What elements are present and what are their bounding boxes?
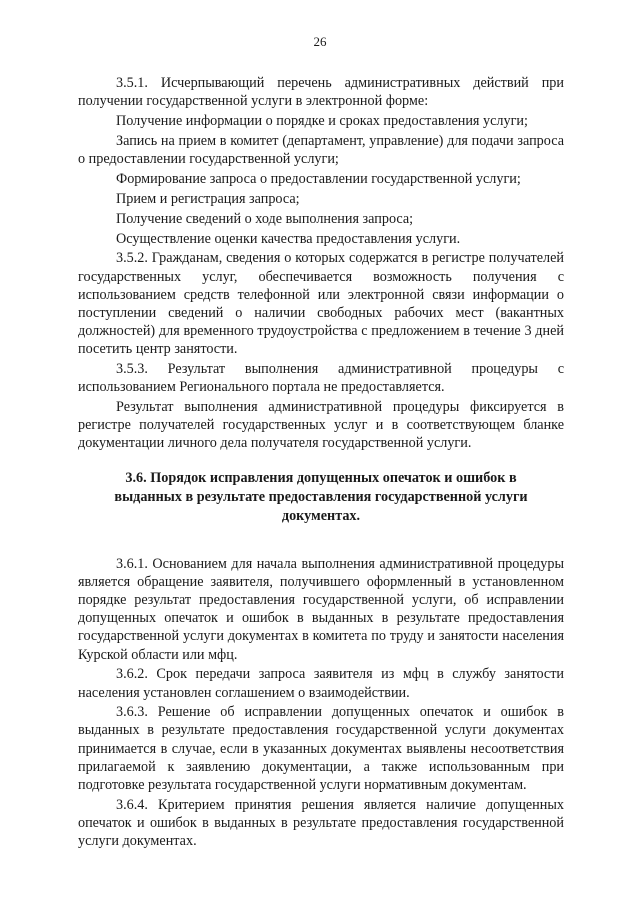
- list-item-request-forming: Формирование запроса о предоставлении государственной услуги;: [116, 170, 521, 187]
- paragraph-3-6-3: 3.6.3. Решение об исправлении допущенных опечаток и ошибок в выданных в результате предоставления государственной услуги документах принимается в случае, если в указанных документах выявлены несоответствия прилагаемой к заявлению документации, а также использованным при подготовке результата государственной услуги нормативным документам.: [78, 704, 564, 793]
- list-item-quality: Осуществление оценки качества предоставления услуги.: [116, 230, 461, 247]
- paragraph-result: Результат выполнения административной процедуры фиксируется в регистре получателей государственных услуг и в соответствующем бланке документации личного дела получателя государственной услуги.: [78, 398, 564, 451]
- paragraph-3-6-2: 3.6.2. Срок передачи запроса заявителя из мфц в службу занятости населения установлен соглашением о взаимодействии.: [78, 666, 564, 701]
- list-item-appointment: Запись на прием в комитет (департамент, управление) для подачи запроса о предоставлении государственной услуги;: [78, 132, 564, 167]
- page-body: [78, 74, 564, 852]
- list-item-status: Получение сведений о ходе выполнения запроса;: [116, 210, 414, 227]
- list-item-registration: Прием и регистрация запроса;: [116, 190, 300, 207]
- page-number: 26: [313, 34, 327, 49]
- paragraph-3-5-3: 3.5.3. Результат выполнения административной процедуры с использованием Регионального портала не предоставляется.: [78, 360, 564, 395]
- paragraph-3-6-4: 3.6.4. Критерием принятия решения является наличие допущенных опечаток и ошибок в выданных в результате предоставления государственной услуги документах.: [78, 796, 564, 849]
- list-item-info: Получение информации о порядке и сроках предоставления услуги;: [116, 112, 528, 129]
- paragraph-3-5-1: 3.5.1. Исчерпывающий перечень административных действий при получении государственной услуги в электронной форме:: [78, 75, 564, 110]
- paragraph-3-6-1: 3.6.1. Основанием для начала выполнения административной процедуры является обращение заявителя, получившего оформленный в установленном порядке результат предоставления государственной услуги, об исправлении допущенных опечаток и ошибок в выданных в результате предоставления государственной услуги документах в комитета по труду и занятости населения Курской области или мфц.: [78, 556, 564, 663]
- section-heading-3-6: 3.6. Порядок исправления допущенных опечаток и ошибок в выданных в результате предоставления государственной услуги документах.: [114, 470, 528, 525]
- paragraph-3-5-2: 3.5.2. Гражданам, сведения о которых содержатся в регистре получателей государственных услуг, обеспечивается возможность получения с использованием средств телефонной или электронной связи информации о поступлении сведений о наличии свободных рабочих мест (вакантных должностей) для временного трудоустройства с предложением в течение 3 дней посетить центр занятости.: [78, 250, 564, 357]
